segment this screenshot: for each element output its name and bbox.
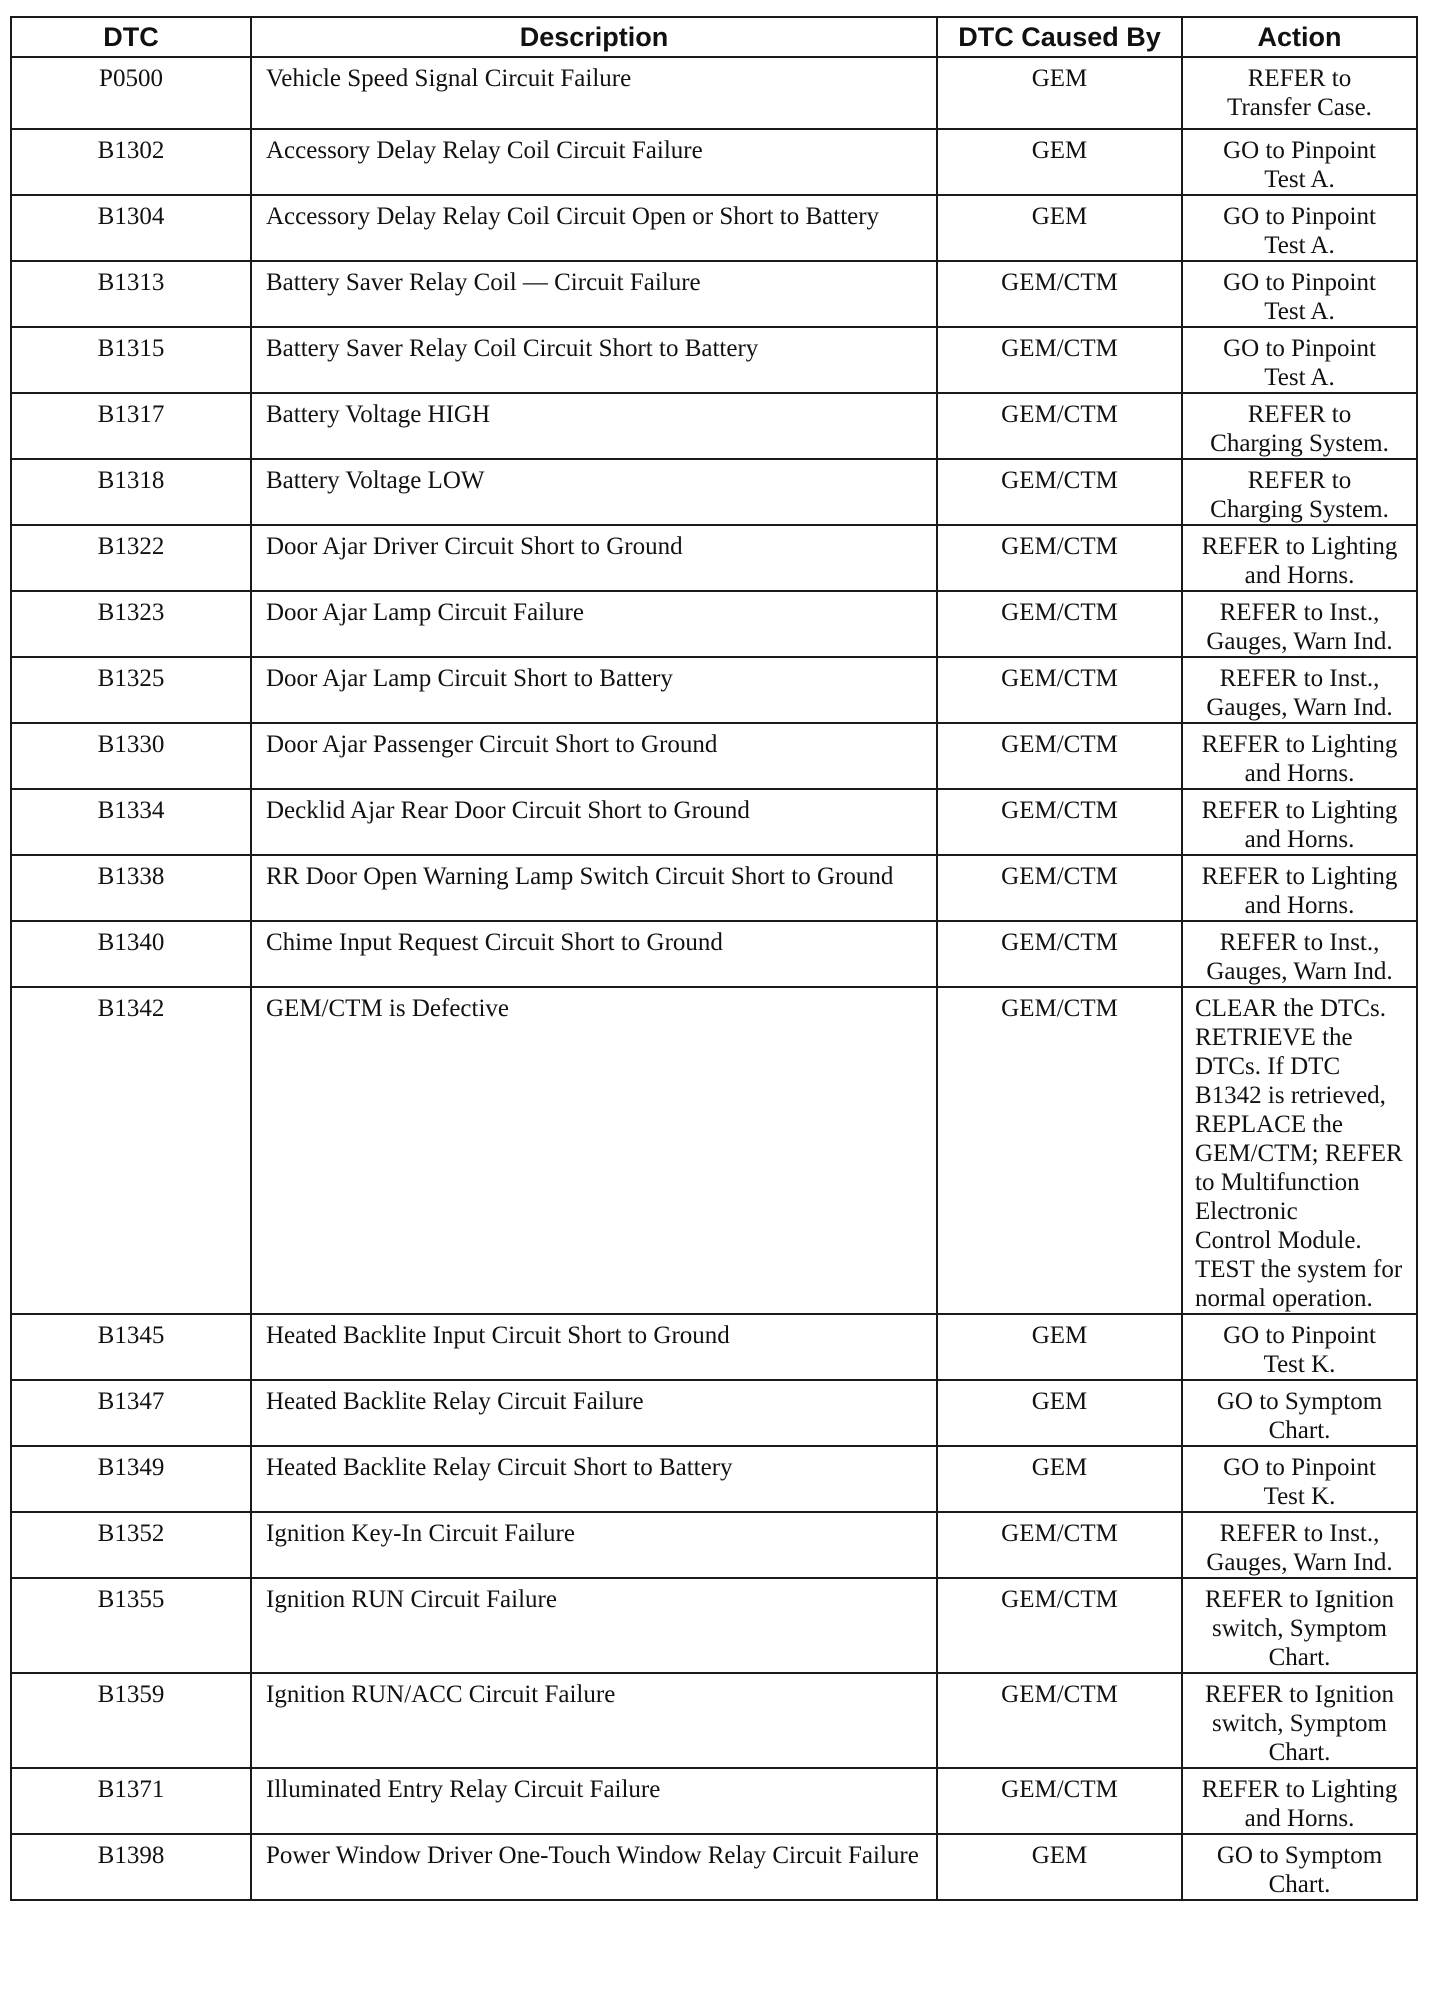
action-line: REFER to Inst.,: [1219, 599, 1380, 626]
table-row: [11, 327, 1417, 393]
action-cell: [1182, 1768, 1417, 1834]
dtc-table: [10, 16, 1418, 1901]
dtc-code-cell: B1318: [11, 459, 251, 525]
action-line: REPLACE the: [1195, 1111, 1343, 1138]
dtc-code-cell: B1338: [11, 855, 251, 921]
description-cell: Illuminated Entry Relay Circuit Failure: [251, 1768, 937, 1834]
dtc-code-cell: B1371: [11, 1768, 251, 1834]
table-row: [11, 393, 1417, 459]
action-line: REFER to Lighting: [1201, 1776, 1398, 1803]
action-line: Transfer Case.: [1227, 94, 1372, 121]
action-line: Charging System.: [1210, 496, 1389, 523]
action-line: REFER to Lighting: [1201, 533, 1398, 560]
caused-by-cell: GEM: [937, 1834, 1182, 1900]
action-line: REFER to Ignition: [1205, 1681, 1394, 1708]
description-cell: Battery Voltage LOW: [251, 459, 937, 525]
action-line: REFER to Lighting: [1201, 863, 1398, 890]
table-row: [11, 57, 1417, 129]
action-line: Test A.: [1264, 364, 1335, 391]
action-line: GO to Pinpoint: [1223, 1322, 1376, 1349]
action-line: CLEAR the DTCs.: [1195, 995, 1386, 1022]
action-cell: [1182, 129, 1417, 195]
caused-by-cell: GEM: [937, 1380, 1182, 1446]
action-line: Electronic: [1195, 1198, 1298, 1225]
table-row: [11, 459, 1417, 525]
table-header: [11, 17, 1417, 57]
description-cell: Vehicle Speed Signal Circuit Failure: [251, 57, 937, 129]
action-cell: [1182, 195, 1417, 261]
caused-by-cell: GEM/CTM: [937, 1673, 1182, 1768]
caused-by-cell: GEM/CTM: [937, 657, 1182, 723]
action-line: Chart.: [1268, 1644, 1331, 1671]
action-line: and Horns.: [1244, 1805, 1355, 1832]
table-row: [11, 1768, 1417, 1834]
dtc-code-cell: B1340: [11, 921, 251, 987]
caused-by-cell: GEM/CTM: [937, 1578, 1182, 1673]
table-row: [11, 987, 1417, 1314]
action-line: REFER to: [1247, 467, 1352, 494]
action-cell: [1182, 1314, 1417, 1380]
action-line: Test A.: [1264, 232, 1335, 259]
action-line: Gauges, Warn Ind.: [1206, 628, 1393, 655]
table-row: [11, 657, 1417, 723]
dtc-code-cell: B1325: [11, 657, 251, 723]
description-cell: Heated Backlite Input Circuit Short to Ground: [251, 1314, 937, 1380]
action-line: Gauges, Warn Ind.: [1206, 958, 1393, 985]
description-cell: Heated Backlite Relay Circuit Short to Battery: [251, 1446, 937, 1512]
table-row: [11, 591, 1417, 657]
description-cell: Battery Saver Relay Coil Circuit Short to Battery: [251, 327, 937, 393]
caused-by-cell: GEM/CTM: [937, 987, 1182, 1314]
caused-by-cell: GEM/CTM: [937, 789, 1182, 855]
action-line: Test A.: [1264, 166, 1335, 193]
action-cell: [1182, 1446, 1417, 1512]
action-cell: [1182, 261, 1417, 327]
dtc-code-cell: B1317: [11, 393, 251, 459]
action-cell: [1182, 657, 1417, 723]
action-line: GO to Symptom: [1216, 1842, 1383, 1869]
action-line: Test K.: [1263, 1483, 1336, 1510]
action-line: Chart.: [1268, 1417, 1331, 1444]
action-line: Test K.: [1263, 1351, 1336, 1378]
description-cell: Door Ajar Lamp Circuit Short to Battery: [251, 657, 937, 723]
action-cell: [1182, 921, 1417, 987]
dtc-code-cell: B1352: [11, 1512, 251, 1578]
description-cell: Heated Backlite Relay Circuit Failure: [251, 1380, 937, 1446]
caused-by-cell: GEM/CTM: [937, 1512, 1182, 1578]
table-row: [11, 1446, 1417, 1512]
dtc-code-cell: B1345: [11, 1314, 251, 1380]
dtc-code-cell: B1349: [11, 1446, 251, 1512]
dtc-code-cell: B1334: [11, 789, 251, 855]
action-line: Chart.: [1268, 1871, 1331, 1898]
caused-by-cell: GEM/CTM: [937, 723, 1182, 789]
action-line: and Horns.: [1244, 892, 1355, 919]
action-cell: [1182, 327, 1417, 393]
action-line: switch, Symptom: [1211, 1615, 1387, 1642]
dtc-code-cell: B1347: [11, 1380, 251, 1446]
caused-by-cell: GEM/CTM: [937, 261, 1182, 327]
action-line: Chart.: [1268, 1739, 1331, 1766]
caused-by-cell: GEM/CTM: [937, 459, 1182, 525]
caused-by-cell: GEM/CTM: [937, 525, 1182, 591]
action-line: Test A.: [1264, 298, 1335, 325]
header-action: Action: [1182, 17, 1417, 57]
action-cell: [1182, 57, 1417, 129]
action-line: TEST the system for: [1195, 1256, 1403, 1283]
description-cell: Ignition Key-In Circuit Failure: [251, 1512, 937, 1578]
dtc-code-cell: B1323: [11, 591, 251, 657]
action-line: Gauges, Warn Ind.: [1206, 1549, 1393, 1576]
action-line: and Horns.: [1244, 760, 1355, 787]
action-cell: [1182, 1673, 1417, 1768]
action-cell: [1182, 1834, 1417, 1900]
action-line: GO to Pinpoint: [1223, 203, 1376, 230]
caused-by-cell: GEM: [937, 57, 1182, 129]
action-line: GO to Pinpoint: [1223, 269, 1376, 296]
action-line: normal operation.: [1195, 1285, 1373, 1312]
action-cell: [1182, 525, 1417, 591]
dtc-code-cell: B1398: [11, 1834, 251, 1900]
description-cell: Ignition RUN/ACC Circuit Failure: [251, 1673, 937, 1768]
action-line: REFER to: [1247, 65, 1352, 92]
action-cell: [1182, 1380, 1417, 1446]
caused-by-cell: GEM: [937, 1446, 1182, 1512]
caused-by-cell: GEM/CTM: [937, 327, 1182, 393]
dtc-code-cell: B1304: [11, 195, 251, 261]
action-line: switch, Symptom: [1211, 1710, 1387, 1737]
table-row: [11, 129, 1417, 195]
action-line: REFER to Lighting: [1201, 731, 1398, 758]
action-cell: [1182, 1578, 1417, 1673]
action-line: Charging System.: [1210, 430, 1389, 457]
description-cell: Accessory Delay Relay Coil Circuit Open or Short to Battery: [251, 195, 937, 261]
table-row: [11, 1380, 1417, 1446]
caused-by-cell: GEM: [937, 195, 1182, 261]
dtc-code-cell: B1359: [11, 1673, 251, 1768]
dtc-code-cell: B1302: [11, 129, 251, 195]
action-line: DTCs. If DTC: [1195, 1053, 1341, 1080]
dtc-code-cell: B1355: [11, 1578, 251, 1673]
caused-by-cell: GEM/CTM: [937, 1768, 1182, 1834]
action-cell: [1182, 723, 1417, 789]
action-cell: [1182, 855, 1417, 921]
dtc-code-cell: B1322: [11, 525, 251, 591]
action-cell: [1182, 1512, 1417, 1578]
action-line: REFER to: [1247, 401, 1352, 428]
table-row: [11, 1834, 1417, 1900]
caused-by-cell: GEM/CTM: [937, 393, 1182, 459]
table-row: [11, 1578, 1417, 1673]
action-cell: [1182, 591, 1417, 657]
action-line: GO to Symptom: [1216, 1388, 1383, 1415]
table-row: [11, 195, 1417, 261]
action-line: Control Module.: [1195, 1227, 1362, 1254]
action-line: REFER to Inst.,: [1219, 1520, 1380, 1547]
action-line: REFER to Inst.,: [1219, 929, 1380, 956]
action-line: GO to Pinpoint: [1223, 335, 1376, 362]
description-cell: GEM/CTM is Defective: [251, 987, 937, 1314]
action-line: and Horns.: [1244, 562, 1355, 589]
action-line: REFER to Lighting: [1201, 797, 1398, 824]
description-cell: Accessory Delay Relay Coil Circuit Failure: [251, 129, 937, 195]
action-line: REFER to Ignition: [1205, 1586, 1394, 1613]
caused-by-cell: GEM: [937, 1314, 1182, 1380]
description-cell: RR Door Open Warning Lamp Switch Circuit Short to Ground: [251, 855, 937, 921]
description-cell: Battery Voltage HIGH: [251, 393, 937, 459]
description-cell: Door Ajar Passenger Circuit Short to Ground: [251, 723, 937, 789]
table-row: [11, 789, 1417, 855]
table-row: [11, 921, 1417, 987]
action-line: B1342 is retrieved,: [1195, 1082, 1386, 1109]
caused-by-cell: GEM/CTM: [937, 591, 1182, 657]
dtc-code-cell: B1342: [11, 987, 251, 1314]
dtc-code-cell: B1313: [11, 261, 251, 327]
action-line: GEM/CTM; REFER: [1195, 1140, 1403, 1167]
table-row: [11, 855, 1417, 921]
dtc-code-cell: B1315: [11, 327, 251, 393]
action-line: and Horns.: [1244, 826, 1355, 853]
table-row: [11, 723, 1417, 789]
table-row: [11, 1512, 1417, 1578]
table-row: [11, 1314, 1417, 1380]
description-cell: Decklid Ajar Rear Door Circuit Short to Ground: [251, 789, 937, 855]
action-line: RETRIEVE the: [1195, 1024, 1353, 1051]
header-description: Description: [251, 17, 937, 57]
table-row: [11, 261, 1417, 327]
header-dtc: DTC: [11, 17, 251, 57]
caused-by-cell: GEM/CTM: [937, 855, 1182, 921]
description-cell: Door Ajar Lamp Circuit Failure: [251, 591, 937, 657]
action-line: GO to Pinpoint: [1223, 137, 1376, 164]
action-cell: [1182, 459, 1417, 525]
action-cell: [1182, 393, 1417, 459]
action-line: Gauges, Warn Ind.: [1206, 694, 1393, 721]
table-row: [11, 525, 1417, 591]
description-cell: Battery Saver Relay Coil — Circuit Failure: [251, 261, 937, 327]
caused-by-cell: GEM: [937, 129, 1182, 195]
header-caused-by: DTC Caused By: [937, 17, 1182, 57]
description-cell: Power Window Driver One-Touch Window Relay Circuit Failure: [251, 1834, 937, 1900]
dtc-code-cell: P0500: [11, 57, 251, 129]
dtc-code-cell: B1330: [11, 723, 251, 789]
action-cell: [1182, 789, 1417, 855]
table-body: [11, 57, 1417, 1900]
action-cell: [1182, 987, 1417, 1314]
header-row: [11, 17, 1417, 57]
description-cell: Ignition RUN Circuit Failure: [251, 1578, 937, 1673]
action-line: REFER to Inst.,: [1219, 665, 1380, 692]
description-cell: Chime Input Request Circuit Short to Ground: [251, 921, 937, 987]
action-line: to Multifunction: [1195, 1169, 1360, 1196]
caused-by-cell: GEM/CTM: [937, 921, 1182, 987]
action-line: GO to Pinpoint: [1223, 1454, 1376, 1481]
description-cell: Door Ajar Driver Circuit Short to Ground: [251, 525, 937, 591]
table-row: [11, 1673, 1417, 1768]
